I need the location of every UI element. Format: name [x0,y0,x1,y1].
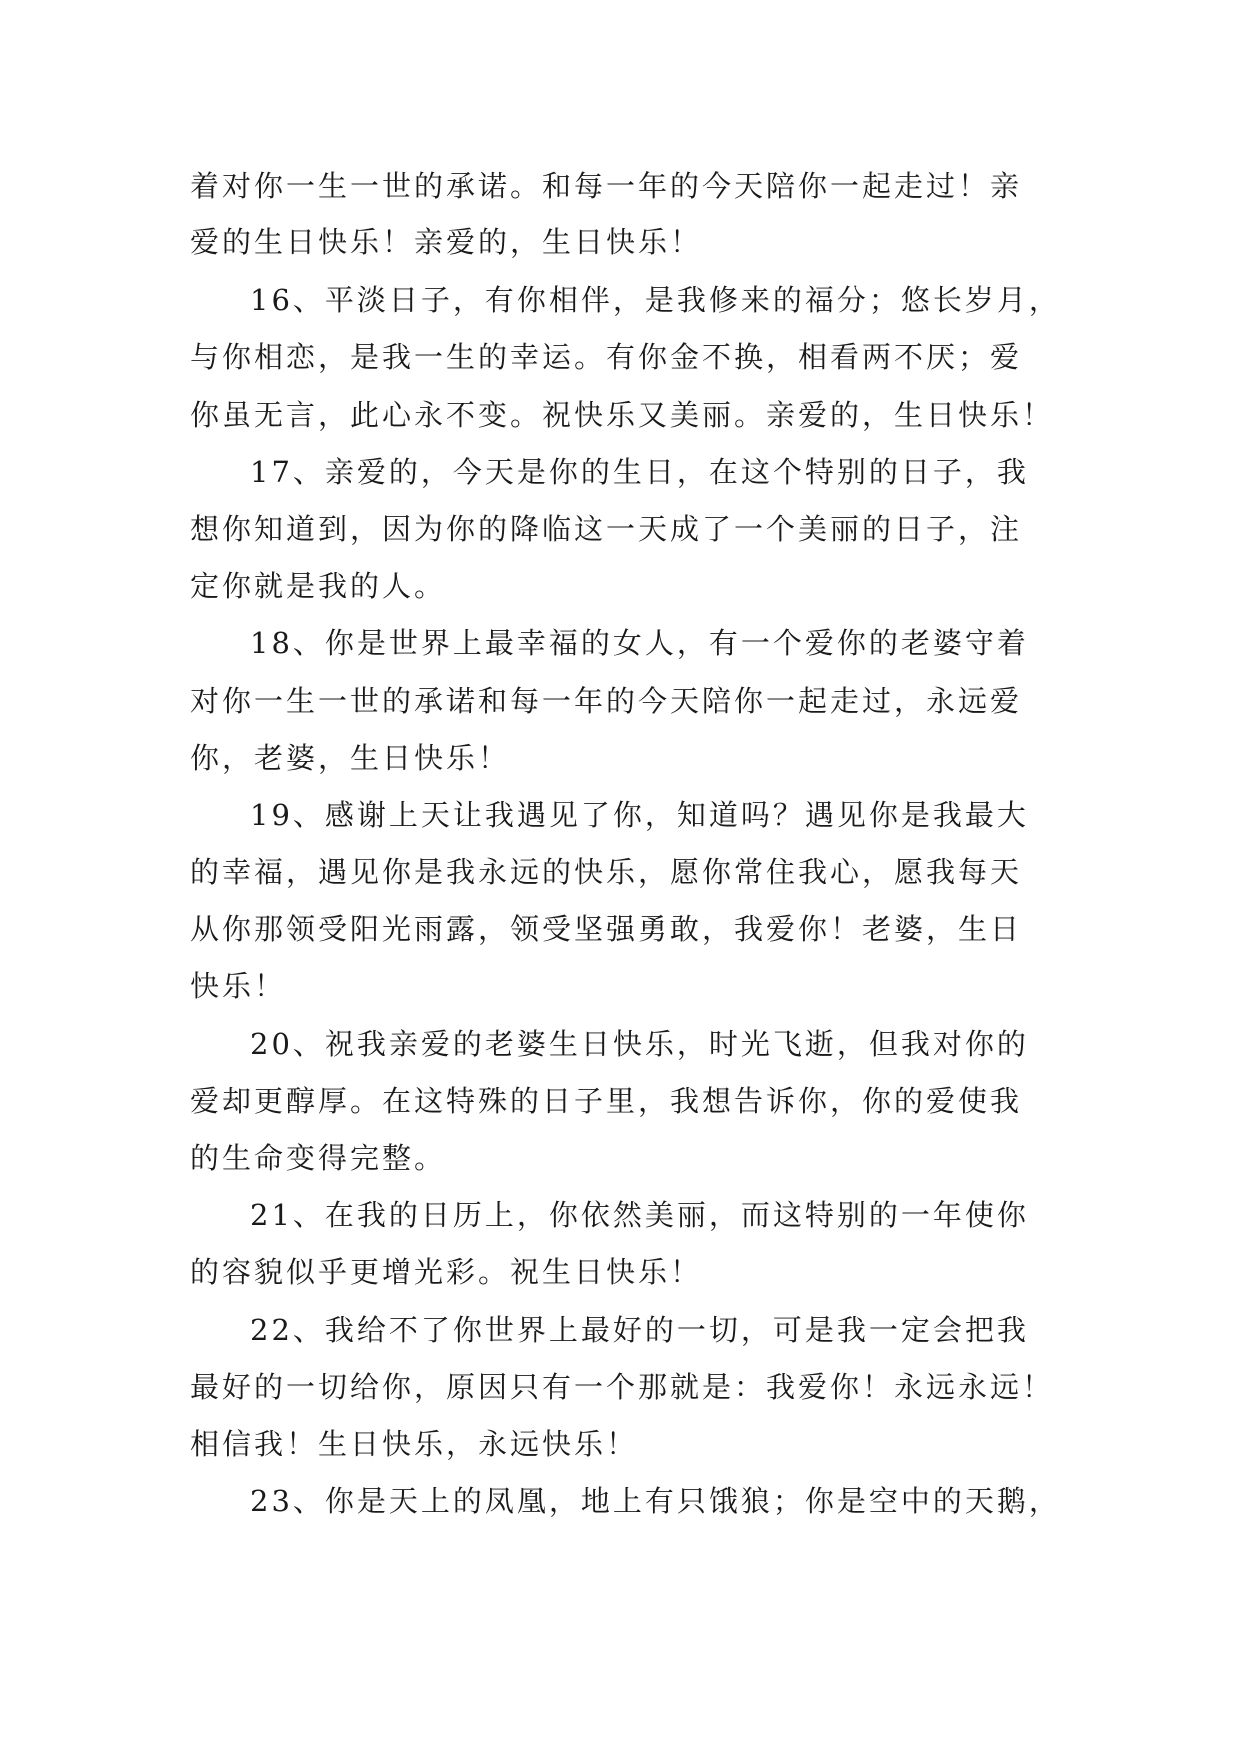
text-line: 着对你一生一世的承诺。和每一年的今天陪你一起走过！亲 [190,169,1023,203]
paragraph-17-start: 17、亲爱的，今天是你的生日，在这个特别的日子，我 [250,455,1029,489]
paragraph-22-start: 22、我给不了你世界上最好的一切，可是我一定会把我 [250,1313,1029,1347]
text-line: 定你就是我的人。 [190,569,447,603]
paragraph-23-start: 23、你是天上的凤凰，地上有只饿狼；你是空中的天鹅， [250,1484,1061,1518]
text-line: 爱却更醇厚。在这特殊的日子里，我想告诉你，你的爱使我 [190,1084,1023,1118]
text-line: 快乐！ [190,969,287,1003]
text-line: 从你那领受阳光雨露，领受坚强勇敢，我爱你！老婆，生日 [190,912,1023,946]
text-line: 对你一生一世的承诺和每一年的今天陪你一起走过，永远爱 [190,684,1023,718]
paragraph-18-start: 18、你是世界上最幸福的女人，有一个爱你的老婆守着 [250,626,1029,660]
text-line: 的容貌似乎更增光彩。祝生日快乐！ [190,1255,703,1289]
paragraph-16-start: 16、平淡日子，有你相伴，是我修来的福分；悠长岁月， [250,283,1061,317]
text-line: 你，老婆，生日快乐！ [190,741,511,775]
text-line: 最好的一切给你，原因只有一个那就是：我爱你！永远永远！ [190,1370,1055,1404]
paragraph-19-start: 19、感谢上天让我遇见了你，知道吗？遇见你是我最大 [250,798,1029,832]
text-line: 与你相恋，是我一生的幸运。有你金不换，相看两不厌；爱 [190,340,1023,374]
text-line: 的生命变得完整。 [190,1141,447,1175]
text-line: 相信我！生日快乐，永远快乐！ [190,1427,639,1461]
text-line: 的幸福，遇见你是我永远的快乐，愿你常住我心，愿我每天 [190,855,1023,889]
paragraph-21-start: 21、在我的日历上，你依然美丽，而这特别的一年使你 [250,1198,1029,1232]
paragraph-20-start: 20、祝我亲爱的老婆生日快乐，时光飞逝，但我对你的 [250,1027,1029,1061]
text-line: 你虽无言，此心永不变。祝快乐又美丽。亲爱的，生日快乐！ [190,398,1055,432]
text-line: 想你知道到，因为你的降临这一天成了一个美丽的日子，注 [190,512,1023,546]
text-line: 爱的生日快乐！亲爱的，生日快乐！ [190,225,703,259]
